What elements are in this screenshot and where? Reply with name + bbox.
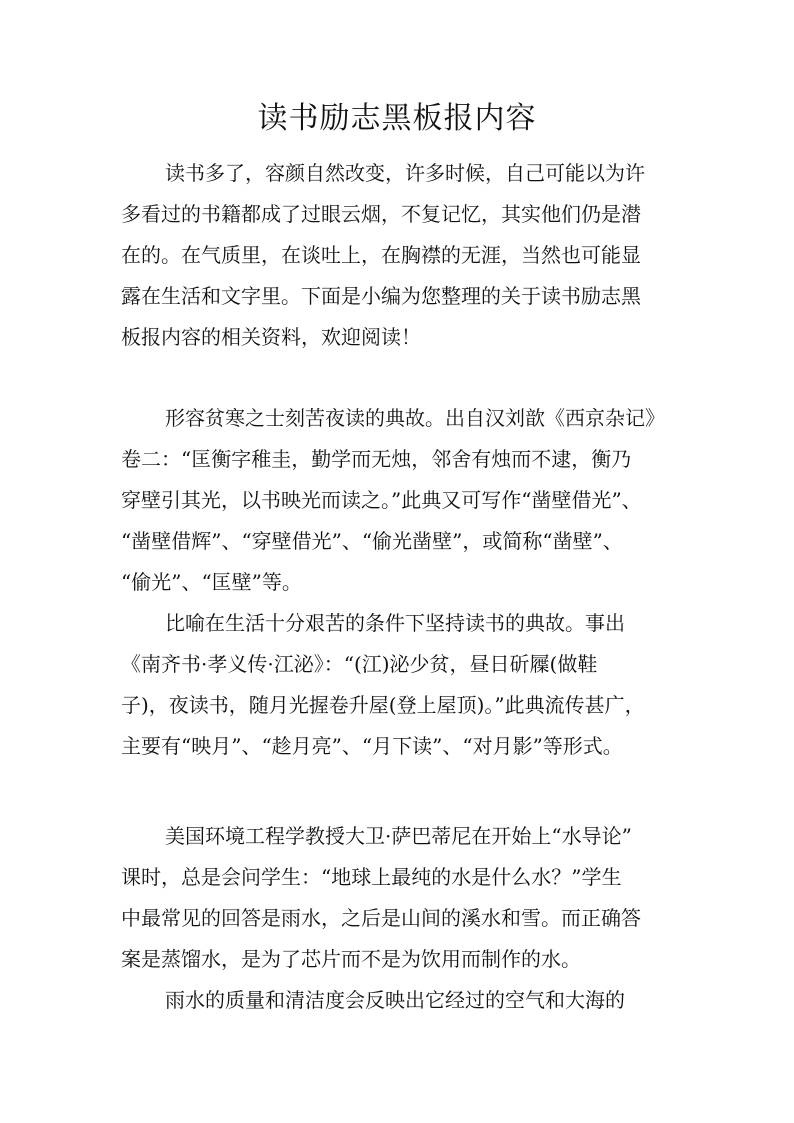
text-line: 中最常见的回答是雨水，之后是山间的溪水和雪。而正确答	[121, 906, 641, 930]
text-line: 比喻在生活十分艰苦的条件下坚持读书的典故。事出	[165, 611, 625, 635]
text-line: “偷光”、“匡壁”等。	[121, 570, 302, 594]
text-line: 主要有“映月”、“趁月亮”、“月下读”、“对月影”等形式。	[121, 734, 623, 758]
document-title: 读书励志黑板报内容	[257, 101, 537, 136]
paragraph-rainwater	[121, 980, 701, 1021]
text-line: 雨水的质量和清洁度会反映出它经过的空气和大海的	[165, 988, 625, 1012]
paragraph-yingyue-dushu	[121, 603, 701, 767]
paragraph-zaobi-jieguang	[121, 398, 701, 603]
text-line: 读书多了，容颜自然改变，许多时候，自己可能以为许	[165, 161, 645, 185]
text-line: 露在生活和文字里。下面是小编为您整理的关于读书励志黑	[121, 284, 641, 308]
text-line: 穿壁引其光，以书映光而读之。”此典又可写作“凿壁借光”、	[121, 488, 642, 512]
paragraph-water-question	[121, 816, 701, 980]
text-line: 板报内容的相关资料，欢迎阅读！	[121, 325, 421, 349]
text-line: 课时，总是会问学生：“地球上最纯的水是什么水？”学生	[121, 865, 622, 889]
text-line: 案是蒸馏水，是为了芯片而不是为饮用而制作的水。	[121, 947, 581, 971]
paragraph-intro	[121, 153, 701, 358]
text-line: 多看过的书籍都成了过眼云烟，不复记忆，其实他们仍是潜	[121, 202, 641, 226]
text-line: 子)，夜读书，随月光握卷升屋(登上屋顶)。”此典流传甚广，	[121, 693, 645, 717]
text-line: “凿壁借辉”、“穿壁借光”、“偷光凿壁”，或简称“凿壁”、	[121, 529, 623, 553]
text-line: 美国环境工程学教授大卫·萨巴蒂尼在开始上“水导论”	[165, 824, 632, 848]
text-line: 卷二：“匡衡字稚圭，勤学而无烛，邻舍有烛而不逮，衡乃	[121, 447, 632, 471]
text-line: 在的。在气质里，在谈吐上，在胸襟的无涯，当然也可能显	[121, 243, 641, 267]
text-line: 形容贫寒之士刻苦夜读的典故。出自汉刘歆《西京杂记》	[165, 406, 665, 430]
text-line: 《南齐书·孝义传·江泌》：“(江)泌少贫，昼日斫屧(做鞋	[121, 652, 598, 676]
